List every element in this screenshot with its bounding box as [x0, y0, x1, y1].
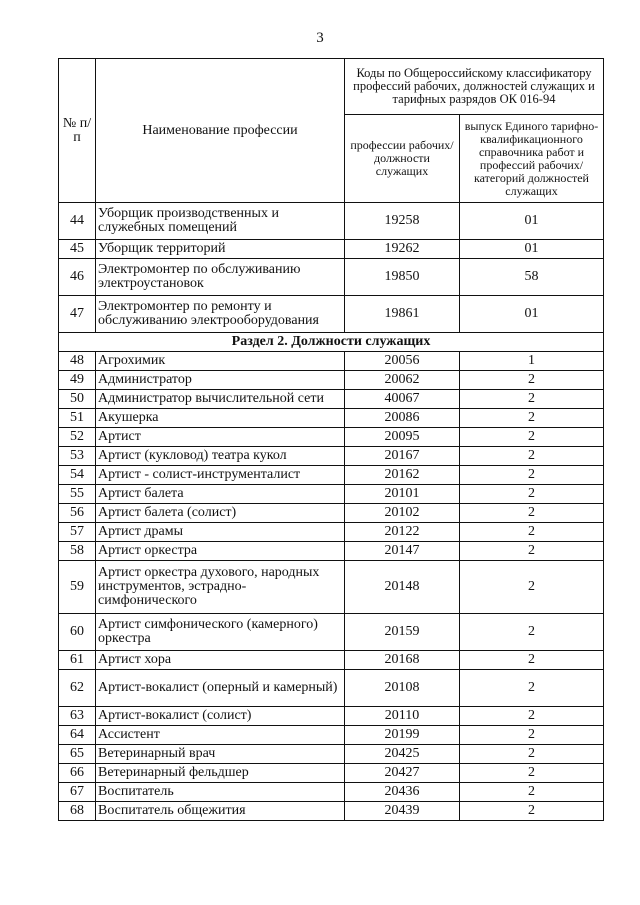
- row-number: 60: [59, 614, 96, 651]
- profession-name: Акушерка: [96, 409, 345, 428]
- issue-number: 2: [460, 783, 604, 802]
- profession-code: 20168: [345, 651, 460, 670]
- issue-number: 2: [460, 670, 604, 707]
- profession-name: Администратор: [96, 371, 345, 390]
- section-divider: [59, 333, 604, 352]
- profession-code: 20108: [345, 670, 460, 707]
- table-row: [59, 203, 604, 240]
- profession-code: 19258: [345, 203, 460, 240]
- issue-number: 2: [460, 485, 604, 504]
- issue-number: 2: [460, 707, 604, 726]
- header-num: № п/п: [59, 59, 96, 203]
- row-number: 65: [59, 745, 96, 764]
- profession-name: Артист хора: [96, 651, 345, 670]
- issue-number: 01: [460, 203, 604, 240]
- row-number: 49: [59, 371, 96, 390]
- table-row: [59, 726, 604, 745]
- profession-code: 20122: [345, 523, 460, 542]
- table-row: [59, 485, 604, 504]
- issue-number: 2: [460, 726, 604, 745]
- table-row: [59, 240, 604, 259]
- table-row: [59, 745, 604, 764]
- profession-code: 40067: [345, 390, 460, 409]
- row-number: 66: [59, 764, 96, 783]
- row-number: 53: [59, 447, 96, 466]
- table-row: [59, 259, 604, 296]
- table-row: [59, 504, 604, 523]
- table-row: [59, 561, 604, 614]
- row-number: 54: [59, 466, 96, 485]
- profession-name: Артист балета (солист): [96, 504, 345, 523]
- profession-code: 20162: [345, 466, 460, 485]
- table-body-part2: [59, 352, 604, 821]
- profession-code: 19850: [345, 259, 460, 296]
- table-row: [59, 466, 604, 485]
- table-row: [59, 614, 604, 651]
- profession-name: Агрохимик: [96, 352, 345, 371]
- issue-number: 2: [460, 447, 604, 466]
- issue-number: 01: [460, 240, 604, 259]
- profession-code: 20199: [345, 726, 460, 745]
- profession-name: Артист-вокалист (солист): [96, 707, 345, 726]
- table-row: [59, 296, 604, 333]
- row-number: 47: [59, 296, 96, 333]
- issue-number: 2: [460, 745, 604, 764]
- profession-code: 20148: [345, 561, 460, 614]
- profession-code: 20086: [345, 409, 460, 428]
- table-body-part1: [59, 203, 604, 333]
- issue-number: 2: [460, 428, 604, 447]
- table-row: [59, 352, 604, 371]
- profession-name: Воспитатель общежития: [96, 802, 345, 821]
- profession-name: Артист - солист-инструменталист: [96, 466, 345, 485]
- profession-name: Артист балета: [96, 485, 345, 504]
- header-issue-sub: выпуск Единого тарифно-квалификационного справочника работ и профессий рабочих/категорий должностей служащих: [460, 115, 604, 203]
- row-number: 51: [59, 409, 96, 428]
- table-row: [59, 783, 604, 802]
- professions-table: [58, 58, 604, 821]
- row-number: 58: [59, 542, 96, 561]
- profession-name: Ветеринарный фельдшер: [96, 764, 345, 783]
- header-codes-sub: профессии рабочих/ должности служащих: [345, 115, 460, 203]
- issue-number: 2: [460, 764, 604, 783]
- profession-code: 19262: [345, 240, 460, 259]
- profession-name: Артист (кукловод) театра кукол: [96, 447, 345, 466]
- table-row: [59, 764, 604, 783]
- profession-code: 20095: [345, 428, 460, 447]
- profession-name: Артист оркестра духового, народных инструментов, эстрадно-симфонического: [96, 561, 345, 614]
- profession-name: Артист драмы: [96, 523, 345, 542]
- profession-code: 19861: [345, 296, 460, 333]
- profession-name: Электромонтер по ремонту и обслуживанию электрооборудования: [96, 296, 345, 333]
- row-number: 48: [59, 352, 96, 371]
- page-number: 3: [316, 30, 324, 46]
- table-row: [59, 651, 604, 670]
- issue-number: 2: [460, 371, 604, 390]
- profession-name: Артист: [96, 428, 345, 447]
- row-number: 59: [59, 561, 96, 614]
- row-number: 50: [59, 390, 96, 409]
- profession-name: Ветеринарный врач: [96, 745, 345, 764]
- issue-number: 2: [460, 651, 604, 670]
- issue-number: 2: [460, 390, 604, 409]
- profession-code: 20436: [345, 783, 460, 802]
- row-number: 64: [59, 726, 96, 745]
- profession-code: 20056: [345, 352, 460, 371]
- row-number: 45: [59, 240, 96, 259]
- row-number: 67: [59, 783, 96, 802]
- profession-name: Артист симфонического (камерного) оркестра: [96, 614, 345, 651]
- row-number: 56: [59, 504, 96, 523]
- issue-number: 2: [460, 409, 604, 428]
- header-name: Наименование профессии: [96, 59, 345, 203]
- section-title: Раздел 2. Должности служащих: [59, 333, 604, 352]
- table-row: [59, 802, 604, 821]
- row-number: 52: [59, 428, 96, 447]
- profession-code: 20439: [345, 802, 460, 821]
- profession-name: Артист оркестра: [96, 542, 345, 561]
- table-row: [59, 428, 604, 447]
- profession-code: 20427: [345, 764, 460, 783]
- row-number: 68: [59, 802, 96, 821]
- table-row: [59, 447, 604, 466]
- table-row: [59, 707, 604, 726]
- profession-code: 20167: [345, 447, 460, 466]
- issue-number: 2: [460, 802, 604, 821]
- issue-number: 2: [460, 542, 604, 561]
- header-codes-group: Коды по Общероссийскому классификатору профессий рабочих, должностей служащих и тарифных разрядов ОК 016-94: [345, 59, 604, 115]
- profession-code: 20102: [345, 504, 460, 523]
- profession-name: Администратор вычислительной сети: [96, 390, 345, 409]
- table-row: [59, 523, 604, 542]
- profession-name: Электромонтер по обслуживанию электроустановок: [96, 259, 345, 296]
- table-row: [59, 371, 604, 390]
- issue-number: 2: [460, 561, 604, 614]
- profession-code: 20062: [345, 371, 460, 390]
- issue-number: 1: [460, 352, 604, 371]
- profession-code: 20147: [345, 542, 460, 561]
- table-row: [59, 409, 604, 428]
- table-row: [59, 670, 604, 707]
- row-number: 63: [59, 707, 96, 726]
- profession-name: Воспитатель: [96, 783, 345, 802]
- row-number: 44: [59, 203, 96, 240]
- profession-name: Уборщик территорий: [96, 240, 345, 259]
- row-number: 46: [59, 259, 96, 296]
- profession-code: 20101: [345, 485, 460, 504]
- issue-number: 58: [460, 259, 604, 296]
- issue-number: 2: [460, 523, 604, 542]
- profession-name: Уборщик производственных и служебных помещений: [96, 203, 345, 240]
- issue-number: 2: [460, 504, 604, 523]
- profession-name: Ассистент: [96, 726, 345, 745]
- table-row: [59, 390, 604, 409]
- profession-code: 20425: [345, 745, 460, 764]
- issue-number: 01: [460, 296, 604, 333]
- row-number: 57: [59, 523, 96, 542]
- table-header: [59, 59, 604, 203]
- issue-number: 2: [460, 614, 604, 651]
- row-number: 62: [59, 670, 96, 707]
- row-number: 61: [59, 651, 96, 670]
- table-row: [59, 542, 604, 561]
- profession-name: Артист-вокалист (оперный и камерный): [96, 670, 345, 707]
- issue-number: 2: [460, 466, 604, 485]
- profession-code: 20159: [345, 614, 460, 651]
- row-number: 55: [59, 485, 96, 504]
- profession-code: 20110: [345, 707, 460, 726]
